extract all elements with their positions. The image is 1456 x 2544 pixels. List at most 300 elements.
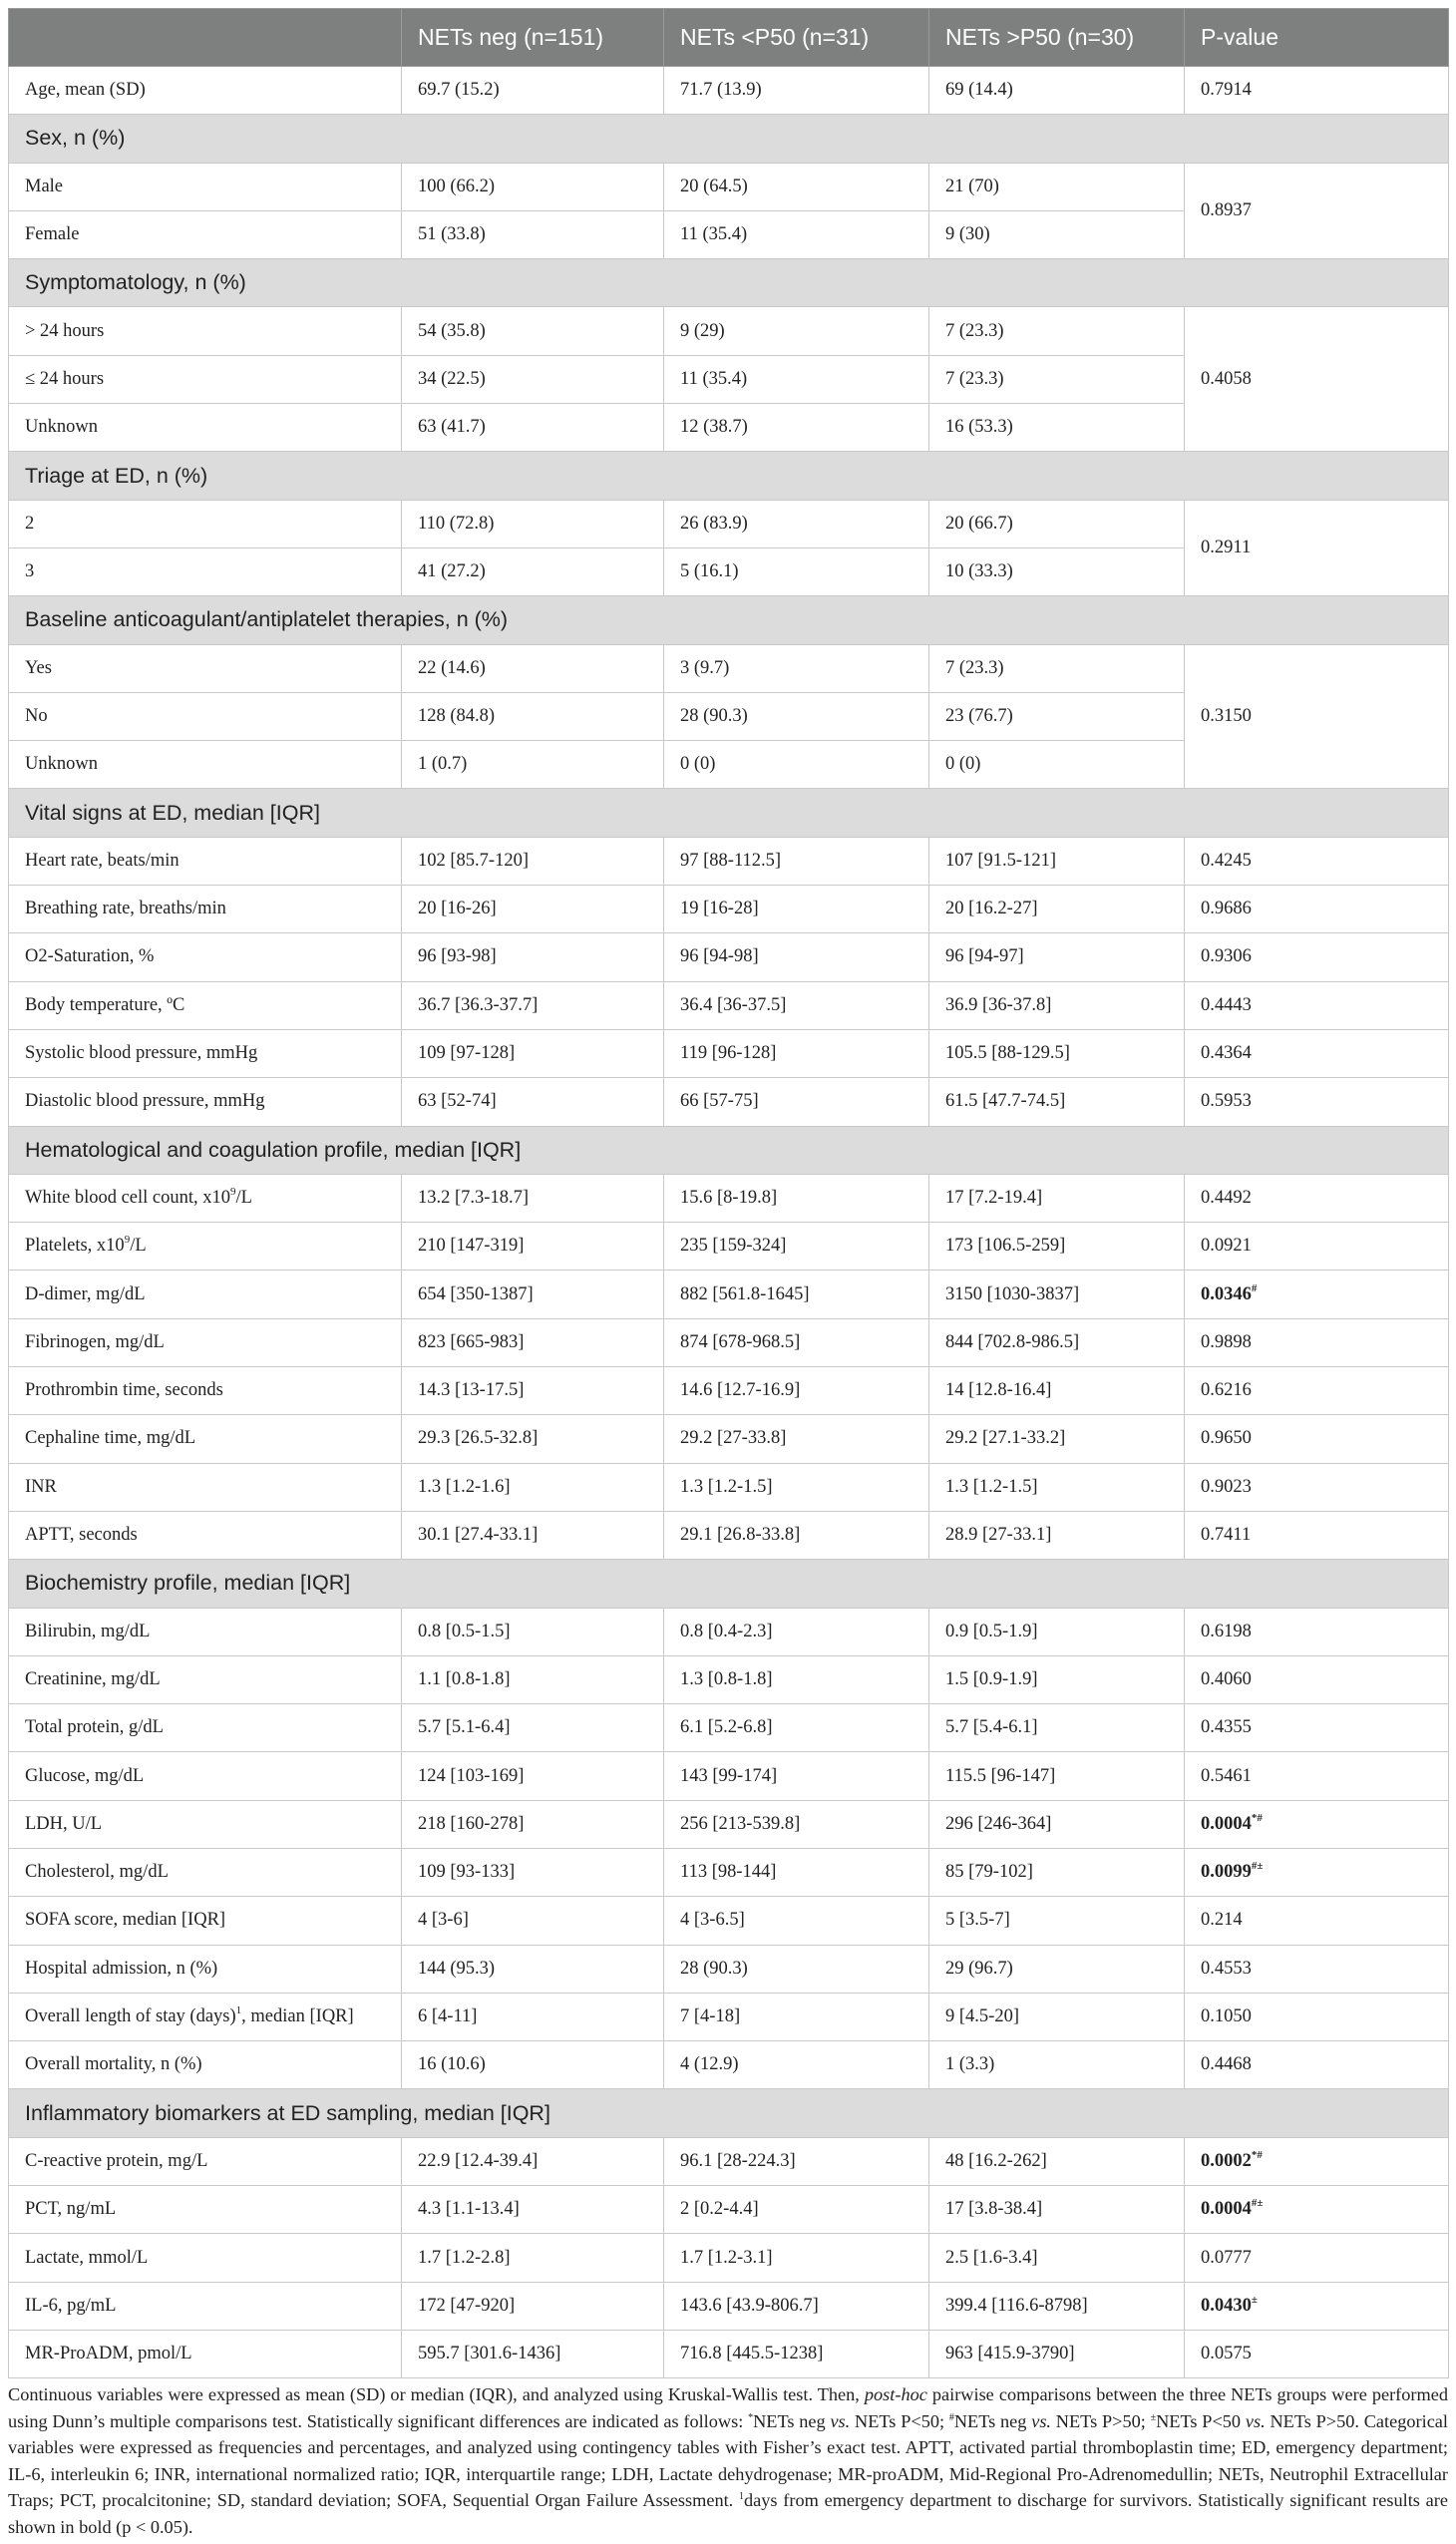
row-label-superscript: 9: [124, 1234, 131, 1247]
row-label-text: PCT, ng/mL: [25, 2199, 117, 2220]
value-cell: 1 (3.3): [929, 2041, 1185, 2089]
value-cell: 5 [3.5-7]: [929, 1897, 1185, 1945]
p-value-cell: [1185, 1174, 1449, 1222]
value-cell: 23 (76.7): [929, 692, 1185, 740]
p-value-cell: [1185, 1897, 1449, 1945]
row-label: [9, 67, 402, 115]
table-row: [9, 1945, 1449, 1993]
value-cell: 9 [4.5-20]: [929, 1993, 1185, 2040]
value-cell: 66 [57-75]: [664, 1078, 929, 1126]
header-p-value: P-value: [1185, 9, 1449, 67]
footnote-segment: post-hoc: [864, 2384, 927, 2404]
row-label-superscript: 9: [230, 1185, 236, 1198]
footnote-segment: *: [748, 2411, 754, 2423]
p-value: 0.7411: [1201, 1525, 1252, 1546]
value-cell: 844 [702.8-986.5]: [929, 1318, 1185, 1366]
value-cell: 654 [350-1387]: [402, 1271, 664, 1318]
p-value: 0.9650: [1201, 1428, 1252, 1449]
value-cell: 14 [12.8-16.4]: [929, 1367, 1185, 1415]
table-row: [9, 1608, 1449, 1655]
row-label: [9, 1752, 402, 1800]
value-cell: 235 [159-324]: [664, 1223, 929, 1271]
row-label: [9, 741, 402, 789]
table-row: [9, 1223, 1449, 1271]
row-label: [9, 692, 402, 740]
value-cell: 0 (0): [664, 741, 929, 789]
value-cell: 9 (30): [929, 210, 1185, 258]
row-label-text: Age, mean (SD): [25, 80, 146, 101]
value-cell: 107 [91.5-121]: [929, 837, 1185, 885]
value-cell: 69.7 (15.2): [402, 67, 664, 115]
p-value-cell: [1185, 2234, 1449, 2282]
value-cell: 0 (0): [929, 741, 1185, 789]
value-cell: 1.5 [0.9-1.9]: [929, 1655, 1185, 1703]
p-value: 0.8937: [1201, 199, 1252, 220]
value-cell: 17 [7.2-19.4]: [929, 1174, 1185, 1222]
value-cell: 22.9 [12.4-39.4]: [402, 2137, 664, 2185]
row-label-text: 3: [25, 561, 35, 582]
row-label: [9, 2330, 402, 2377]
section-label: Inflammatory biomarkers at ED sampling, median [IQR]: [9, 2089, 1449, 2137]
row-label: [9, 1078, 402, 1126]
value-cell: 63 (41.7): [402, 404, 664, 452]
p-value: 0.0921: [1201, 1236, 1252, 1257]
section-label: Triage at ED, n (%): [9, 452, 1449, 500]
value-cell: 16 (10.6): [402, 2041, 664, 2089]
row-label-text: Heart rate, beats/min: [25, 850, 180, 871]
value-cell: 173 [106.5-259]: [929, 1223, 1185, 1271]
row-label: [9, 1511, 402, 1559]
row-label-text: Creatinine, mg/dL: [25, 1668, 161, 1689]
footnote-segment: NETs P<50: [1156, 2410, 1246, 2431]
value-cell: 21 (70): [929, 163, 1185, 210]
row-label: [9, 2282, 402, 2330]
p-value-cell: [1185, 1318, 1449, 1366]
p-value: 0.4364: [1201, 1043, 1252, 1064]
value-cell: 7 (23.3): [929, 307, 1185, 355]
section-row: [9, 1560, 1449, 1608]
p-value: 0.4245: [1201, 850, 1252, 871]
row-label-text: Systolic blood pressure, mmHg: [25, 1043, 258, 1064]
section-label: Symptomatology, n (%): [9, 259, 1449, 307]
row-label-suffix: /L: [235, 1187, 252, 1208]
row-label: [9, 500, 402, 547]
p-value: 0.5953: [1201, 1091, 1252, 1112]
value-cell: 210 [147-319]: [402, 1223, 664, 1271]
p-value-significance-marker: *#: [1251, 2148, 1263, 2161]
row-label: [9, 1415, 402, 1463]
table-row: [9, 500, 1449, 547]
p-value: 0.4553: [1201, 1958, 1252, 1979]
header-nets-above-p50: NETs >P50 (n=30): [929, 9, 1185, 67]
section-row: [9, 1126, 1449, 1174]
value-cell: 0.9 [0.5-1.9]: [929, 1608, 1185, 1655]
table-row: [9, 1463, 1449, 1511]
value-cell: 48 [16.2-262]: [929, 2137, 1185, 2185]
table-row: [9, 163, 1449, 210]
row-label-suffix: , median [IQR]: [241, 2006, 354, 2027]
row-label: [9, 1993, 402, 2040]
value-cell: 6 [4-11]: [402, 1993, 664, 2040]
p-value-cell: [1185, 1511, 1449, 1559]
value-cell: 36.4 [36-37.5]: [664, 981, 929, 1029]
row-label: [9, 355, 402, 403]
value-cell: 4.3 [1.1-13.4]: [402, 2186, 664, 2234]
row-label-text: Prothrombin time, seconds: [25, 1380, 223, 1401]
value-cell: 85 [79-102]: [929, 1848, 1185, 1896]
p-value-cell: [1185, 500, 1449, 596]
value-cell: 882 [561.8-1645]: [664, 1271, 929, 1318]
p-value: 0.9686: [1201, 899, 1252, 919]
value-cell: 5.7 [5.1-6.4]: [402, 1704, 664, 1752]
value-cell: 100 (66.2): [402, 163, 664, 210]
value-cell: 20 (64.5): [664, 163, 929, 210]
value-cell: 6.1 [5.2-6.8]: [664, 1704, 929, 1752]
table-row: [9, 1752, 1449, 1800]
p-value-cell: [1185, 1223, 1449, 1271]
p-value: 0.214: [1201, 1910, 1243, 1931]
section-label: Baseline anticoagulant/antiplatelet therapies, n (%): [9, 596, 1449, 644]
row-label-text: 2: [25, 513, 35, 534]
row-label-text: No: [25, 706, 48, 726]
table-row: [9, 1655, 1449, 1703]
header-row: [9, 9, 1449, 67]
p-value: 0.0777: [1201, 2247, 1252, 2268]
value-cell: 4 [3-6]: [402, 1897, 664, 1945]
value-cell: 0.8 [0.5-1.5]: [402, 1608, 664, 1655]
value-cell: 399.4 [116.6-8798]: [929, 2282, 1185, 2330]
value-cell: 144 (95.3): [402, 1945, 664, 1993]
value-cell: 874 [678-968.5]: [664, 1318, 929, 1366]
value-cell: 34 (22.5): [402, 355, 664, 403]
section-label: Vital signs at ED, median [IQR]: [9, 789, 1449, 837]
row-label-text: Fibrinogen, mg/dL: [25, 1331, 165, 1352]
value-cell: 29.2 [27.1-33.2]: [929, 1415, 1185, 1463]
table-row: [9, 933, 1449, 981]
table-row: [9, 1800, 1449, 1848]
footnote-segment: days from emergency department to discharge for survivors. Statistically significant results are shown in bold (p < 0.05).: [8, 2490, 1448, 2537]
p-value: 0.6198: [1201, 1621, 1252, 1641]
p-value: 0.5461: [1201, 1765, 1252, 1786]
table-row: [9, 2282, 1449, 2330]
value-cell: 2 [0.2-4.4]: [664, 2186, 929, 2234]
value-cell: 1.7 [1.2-2.8]: [402, 2234, 664, 2282]
table-row: [9, 1174, 1449, 1222]
value-cell: 7 (23.3): [929, 644, 1185, 692]
header-nets-below-p50: NETs <P50 (n=31): [664, 9, 929, 67]
p-value-significance-marker: #: [1251, 1281, 1258, 1294]
p-value: 0.6216: [1201, 1380, 1252, 1401]
p-value: 0.0575: [1201, 2344, 1252, 2364]
value-cell: 28 (90.3): [664, 692, 929, 740]
value-cell: 1.7 [1.2-3.1]: [664, 2234, 929, 2282]
row-label: [9, 547, 402, 595]
table-row: [9, 1897, 1449, 1945]
row-label-text: Body temperature, ºC: [25, 994, 185, 1015]
table-row: [9, 1367, 1449, 1415]
value-cell: 15.6 [8-19.8]: [664, 1174, 929, 1222]
row-label-text: Platelets, x10: [25, 1236, 125, 1257]
p-value-significance-marker: ±: [1251, 2293, 1258, 2306]
value-cell: 28 (90.3): [664, 1945, 929, 1993]
table-row: [9, 1993, 1449, 2040]
value-cell: 172 [47-920]: [402, 2282, 664, 2330]
row-label-text: Unknown: [25, 754, 98, 775]
row-label-text: SOFA score, median [IQR]: [25, 1910, 226, 1931]
value-cell: 20 [16-26]: [402, 886, 664, 933]
p-value-cell: [1185, 1415, 1449, 1463]
p-value-cell: [1185, 1993, 1449, 2040]
row-label: [9, 1463, 402, 1511]
value-cell: 1.1 [0.8-1.8]: [402, 1655, 664, 1703]
value-cell: 14.3 [13-17.5]: [402, 1367, 664, 1415]
p-value: 0.9898: [1201, 1331, 1252, 1352]
p-value-cell: [1185, 67, 1449, 115]
row-label: [9, 1318, 402, 1366]
row-label-text: O2-Saturation, %: [25, 946, 155, 967]
value-cell: 16 (53.3): [929, 404, 1185, 452]
row-label: [9, 2137, 402, 2185]
row-label-text: Yes: [25, 657, 52, 678]
p-value: 0.3150: [1201, 706, 1252, 726]
row-label: [9, 933, 402, 981]
table-row: [9, 1415, 1449, 1463]
value-cell: 110 (72.8): [402, 500, 664, 547]
row-label: [9, 210, 402, 258]
table-row: [9, 2186, 1449, 2234]
value-cell: 0.8 [0.4-2.3]: [664, 1608, 929, 1655]
table-row: [9, 1318, 1449, 1366]
p-value-significance-marker: *#: [1251, 1811, 1263, 1824]
p-value-cell: [1185, 2186, 1449, 2234]
table-body: [9, 67, 1449, 2378]
value-cell: 51 (33.8): [402, 210, 664, 258]
value-cell: 17 [3.8-38.4]: [929, 2186, 1185, 2234]
value-cell: 41 (27.2): [402, 547, 664, 595]
p-value-significance-marker: #±: [1251, 1860, 1264, 1873]
value-cell: 96 [94-97]: [929, 933, 1185, 981]
value-cell: 128 (84.8): [402, 692, 664, 740]
p-value-cell: [1185, 1463, 1449, 1511]
p-value: 0.4492: [1201, 1187, 1252, 1208]
value-cell: 115.5 [96-147]: [929, 1752, 1185, 1800]
row-label-superscript: 1: [235, 2004, 242, 2017]
table-row: [9, 981, 1449, 1029]
section-label: Sex, n (%): [9, 115, 1449, 163]
p-value: 0.0004: [1201, 1813, 1252, 1834]
value-cell: 54 (35.8): [402, 307, 664, 355]
p-value: 0.0002: [1201, 2150, 1252, 2171]
value-cell: 1.3 [1.2-1.5]: [929, 1463, 1185, 1511]
row-label: [9, 1223, 402, 1271]
value-cell: 11 (35.4): [664, 210, 929, 258]
value-cell: 3 (9.7): [664, 644, 929, 692]
row-label: [9, 1897, 402, 1945]
row-label: [9, 404, 402, 452]
p-value: 0.4468: [1201, 2054, 1252, 2075]
p-value: 0.7914: [1201, 80, 1252, 101]
row-label: [9, 1608, 402, 1655]
p-value: 0.0004: [1201, 2199, 1252, 2220]
value-cell: 11 (35.4): [664, 355, 929, 403]
value-cell: 29 (96.7): [929, 1945, 1185, 1993]
p-value: 0.9023: [1201, 1476, 1252, 1497]
section-row: [9, 452, 1449, 500]
value-cell: 12 (38.7): [664, 404, 929, 452]
row-label: [9, 1271, 402, 1318]
p-value-cell: [1185, 1367, 1449, 1415]
value-cell: 5 (16.1): [664, 547, 929, 595]
row-label: [9, 163, 402, 210]
p-value: 0.9306: [1201, 946, 1252, 967]
row-label: [9, 1945, 402, 1993]
table-row: [9, 1511, 1449, 1559]
value-cell: 29.3 [26.5-32.8]: [402, 1415, 664, 1463]
row-label-text: > 24 hours: [25, 320, 105, 341]
footnote-segment: NETs P>50;: [1051, 2410, 1151, 2431]
p-value-cell: [1185, 1848, 1449, 1896]
p-value-cell: [1185, 981, 1449, 1029]
section-label: Biochemistry profile, median [IQR]: [9, 1560, 1449, 1608]
footnote-segment: NETs P>50. Categorical variables were expressed as frequencies and percentages, and analyzed using contingency tables with Fisher’s exact test. APTT, activated partial thromboplastin time; ED, emergency department; IL-6, interleukin 6; INR, international normalized ratio; IQR, interquartile range; LDH, Lactate dehydrogenase; MR-proADM, Mid-Regional Pro-Adrenomedullin; NETs, Neutrophil Extracellular Traps; PCT, procalcitonine; SD, standard deviation; SOFA, Sequential Organ Failure Assessment.: [8, 2410, 1448, 2510]
p-value-cell: [1185, 1608, 1449, 1655]
row-label: [9, 1800, 402, 1848]
p-value-cell: [1185, 1655, 1449, 1703]
row-label-text: C-reactive protein, mg/L: [25, 2150, 208, 2171]
row-label-text: APTT, seconds: [25, 1525, 138, 1546]
value-cell: 1.3 [1.2-1.6]: [402, 1463, 664, 1511]
row-label: [9, 886, 402, 933]
value-cell: 22 (14.6): [402, 644, 664, 692]
table-row: [9, 2330, 1449, 2377]
section-row: [9, 596, 1449, 644]
p-value-cell: [1185, 1704, 1449, 1752]
table-row: [9, 2137, 1449, 2185]
row-label-text: Cephaline time, mg/dL: [25, 1428, 196, 1449]
p-value: 0.2911: [1201, 537, 1252, 557]
p-value-cell: [1185, 1752, 1449, 1800]
value-cell: 143 [99-174]: [664, 1752, 929, 1800]
p-value: 0.4355: [1201, 1717, 1252, 1738]
footnote-segment: NETs neg: [953, 2410, 1032, 2431]
table-row: [9, 2041, 1449, 2089]
value-cell: 96 [93-98]: [402, 933, 664, 981]
table-row: [9, 67, 1449, 115]
p-value-cell: [1185, 1078, 1449, 1126]
row-label-text: Male: [25, 176, 64, 196]
row-label-text: LDH, U/L: [25, 1813, 103, 1834]
table-row: [9, 1271, 1449, 1318]
table-row: [9, 644, 1449, 692]
value-cell: 20 [16.2-27]: [929, 886, 1185, 933]
value-cell: 36.7 [36.3-37.7]: [402, 981, 664, 1029]
table-row: [9, 1704, 1449, 1752]
row-label-text: ≤ 24 hours: [25, 368, 105, 389]
table-row: [9, 837, 1449, 885]
footnote-segment: ±: [1150, 2411, 1157, 2423]
footnote-segment: vs.: [1245, 2410, 1266, 2431]
section-row: [9, 259, 1449, 307]
footnote-segment: vs.: [1031, 2410, 1052, 2431]
header-empty: [9, 9, 402, 67]
row-label-text: D-dimer, mg/dL: [25, 1283, 146, 1304]
p-value-significance-marker: #±: [1251, 2197, 1264, 2210]
row-label-text: Unknown: [25, 417, 98, 438]
table-container: [8, 8, 1448, 2378]
value-cell: 124 [103-169]: [402, 1752, 664, 1800]
value-cell: 14.6 [12.7-16.9]: [664, 1367, 929, 1415]
row-label: [9, 1367, 402, 1415]
row-label-text: IL-6, pg/mL: [25, 2295, 117, 2316]
value-cell: 3150 [1030-3837]: [929, 1271, 1185, 1318]
value-cell: 1.3 [1.2-1.5]: [664, 1463, 929, 1511]
row-label: [9, 981, 402, 1029]
row-label-text: INR: [25, 1476, 57, 1497]
value-cell: 1 (0.7): [402, 741, 664, 789]
row-label-text: Total protein, g/dL: [25, 1717, 164, 1738]
p-value-cell: [1185, 2041, 1449, 2089]
value-cell: 105.5 [88-129.5]: [929, 1029, 1185, 1077]
p-value-cell: [1185, 837, 1449, 885]
table-row: [9, 307, 1449, 355]
value-cell: 113 [98-144]: [664, 1848, 929, 1896]
section-row: [9, 789, 1449, 837]
row-label-text: MR-ProADM, pmol/L: [25, 2344, 192, 2364]
p-value-cell: [1185, 1945, 1449, 1993]
value-cell: 7 [4-18]: [664, 1993, 929, 2040]
value-cell: 13.2 [7.3-18.7]: [402, 1174, 664, 1222]
row-label: [9, 644, 402, 692]
row-label-text: Female: [25, 224, 80, 245]
table-row: [9, 1848, 1449, 1896]
footnote-segment: #: [948, 2411, 954, 2423]
p-value-cell: [1185, 1271, 1449, 1318]
value-cell: 7 (23.3): [929, 355, 1185, 403]
row-label-text: Hospital admission, n (%): [25, 1958, 218, 1979]
table-row: [9, 2234, 1449, 2282]
p-value: 0.0346: [1201, 1283, 1252, 1304]
value-cell: 716.8 [445.5-1238]: [664, 2330, 929, 2377]
value-cell: 97 [88-112.5]: [664, 837, 929, 885]
value-cell: 30.1 [27.4-33.1]: [402, 1511, 664, 1559]
value-cell: 26 (83.9): [664, 500, 929, 547]
row-label-text: Glucose, mg/dL: [25, 1765, 145, 1786]
p-value: 0.4443: [1201, 994, 1252, 1015]
value-cell: 109 [97-128]: [402, 1029, 664, 1077]
p-value-cell: [1185, 2137, 1449, 2185]
row-label-text: Lactate, mmol/L: [25, 2247, 149, 2268]
value-cell: 69 (14.4): [929, 67, 1185, 115]
value-cell: 96.1 [28-224.3]: [664, 2137, 929, 2185]
row-label: [9, 1174, 402, 1222]
value-cell: 119 [96-128]: [664, 1029, 929, 1077]
p-value: 0.4060: [1201, 1668, 1252, 1689]
value-cell: 218 [160-278]: [402, 1800, 664, 1848]
value-cell: 2.5 [1.6-3.4]: [929, 2234, 1185, 2282]
row-label: [9, 1029, 402, 1077]
value-cell: 4 (12.9): [664, 2041, 929, 2089]
value-cell: 36.9 [36-37.8]: [929, 981, 1185, 1029]
row-label: [9, 2186, 402, 2234]
row-label: [9, 2234, 402, 2282]
row-label-text: Overall length of stay (days): [25, 2006, 236, 2027]
footnote-segment: pairwise comparisons between the three NETs groups were performed using Dunn’s multiple comparisons test. Statistically significant differences are indicated as follows:: [8, 2384, 1448, 2431]
value-cell: 29.1 [26.8-33.8]: [664, 1511, 929, 1559]
row-label: [9, 307, 402, 355]
footnote-segment: Continuous variables were expressed as mean (SD) or median (IQR), and analyzed using Kruskal-Wallis test. Then,: [8, 2384, 865, 2404]
p-value-cell: [1185, 933, 1449, 981]
p-value: 0.1050: [1201, 2006, 1252, 2027]
